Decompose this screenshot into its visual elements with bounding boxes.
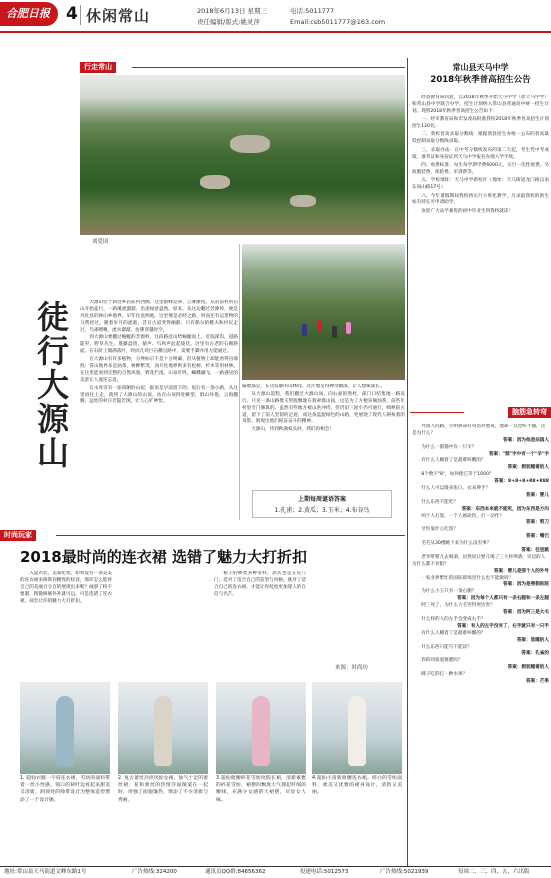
footer-ad-phone: 广告热线:5021939: [380, 869, 429, 875]
riddle-question: 8个数字"8"，如何使它等于1000？: [421, 472, 494, 478]
paragraph: 欢迎广大品学兼优的初中毕业生到我校就读！: [421, 208, 514, 214]
riddle-answer: 答案：往里跳: [521, 548, 549, 554]
paragraph: 三、录取办法：在中考分数线发布的第二天起，考生凭中考成绩、准考证和身份证到天马中学报名办理入学手续。: [412, 147, 549, 160]
column-divider-red: [407, 58, 408, 866]
issue-date: 2018年6月13日 星期三: [197, 7, 268, 15]
riddle-answer: 答案：因为每个人都只有一条右腿和一条左腿: [457, 596, 549, 602]
dress-figure: [348, 696, 366, 766]
newspaper-logo: 合肥日报: [0, 2, 58, 26]
riddle-answer: 答案：因为阿三是大毛: [503, 610, 549, 616]
header-phone: 电话:5011777: [290, 7, 335, 15]
riddle-answer: 答案："群"字中有一个"羊"字: [488, 451, 549, 457]
riddle-question: 什么东西只能写不能读？: [421, 644, 472, 650]
page-header: [0, 0, 551, 34]
riddle-answer: 答案：剪刀: [526, 520, 549, 526]
riddle-answer: 答案：有人的左手没有了，右手就只有一只手: [457, 623, 549, 629]
feature-headline: 徒行大源山: [32, 300, 70, 470]
footer-address: 地址:常山县天马街道文峰东路1号: [4, 869, 87, 875]
quiz-answer-box: [252, 490, 392, 518]
tag-label: 时尚玩家: [0, 530, 36, 541]
riddle-answer: 答案：嘴巴: [526, 534, 549, 540]
dress-caption-1: 1. 超仙衣服一字肩连衣裙，雪纺的面料带着一丝小性感，领口的荷叶边看起来甜美又清新，洞颈处的帅带设计为整体造型增添了一个设计感。: [20, 776, 110, 803]
rock-outcrop: [290, 195, 316, 207]
header-divider: [80, 5, 81, 25]
tag-rule: [410, 412, 464, 413]
header-email: Email:csb5011777@163.com: [290, 18, 386, 26]
tag-label: 行走常山: [80, 62, 116, 73]
paragraph: 经县教育局同意，自2018年秋季开始天马中学（原天马中学）和常山县中学联合办学，招生计划纳入常山县普通高中统一招生计划。现将2018年秋季普高招生公告如下：: [412, 95, 549, 114]
riddle-question: 外国人问路，小明拼命有英语对他说，他却一点也听不懂，这是为什么？: [412, 424, 546, 436]
rock-outcrop: [230, 135, 270, 153]
fashion-source: 来源：时尚坊: [335, 665, 369, 671]
dress-photo-2: [118, 682, 208, 774]
paragraph: 从大源山返程，我们翻过大源山岗，向右面的然村，部门口结集地一路返行。只见一条山路像玉带般飘逸在翡翠群山间，这是为了方便采摘油茶，前些年村里专门修筑的。虽然有些地方被山洪冲垮，但仍旧三轮车仍可通行，崎岖的古道，留下了前人坚韧的足迹，而这条盘旋绿色的山路，更展现了现代人朝执着的身影，展现出他们振奋奋斗的精神。: [242, 391, 405, 425]
riddle-question: 阿三死了，为什么大毛哭得更厉害？: [421, 603, 495, 609]
dress-caption-4: 4.超仙小清新收腰连衣裙。碎白的雪纺面料，柔美又优雅的裙身设计，清新又美丽。: [312, 776, 402, 796]
tag-label: 脑筋急转弯: [508, 407, 551, 418]
riddle-question: 两个人打架，一个人被砍伤，打一动作？: [421, 513, 504, 519]
riddle-answer: 答案：婴儿是那个人的外号: [493, 568, 549, 574]
riddle-question: 毛毛从30楼跳下来为什么没有事？: [421, 541, 492, 547]
riddle-question: 为什么一群猫中有一只羊？: [421, 444, 477, 450]
paragraph: 四、收费标准：每生每学期学费6000元，实行一次性收费。另收服装费、保险费、军训费等。: [412, 163, 549, 175]
photo-credit: 刘爱国: [92, 239, 109, 245]
dress-figure: [252, 696, 270, 766]
dress-figure: [56, 696, 74, 766]
riddle-answer: 答案：装睡的人: [516, 637, 549, 643]
riddle-question: 眯子吃的打一种水果？: [421, 672, 468, 678]
school-name: 常山县天马中学: [452, 63, 509, 72]
header-rule: [0, 31, 551, 33]
footer-schedule: 每周二、三、四、五、六出版: [458, 869, 530, 875]
riddle-answer: 答案：孔雀的: [521, 651, 549, 657]
rock-outcrop: [200, 175, 230, 189]
paragraph: 在水库旁有一座简陋的山屋，据说是早前留下的。屋后有一条小路，从这里再往上走，就到了大源山的山顶。站在山顶四处眺望，群山环抱，云海翻腾，远处的村庄若隐若现，让人心旷神怡。: [80, 385, 238, 405]
riddle-answer: 答案：因为是寒假医院: [503, 582, 549, 588]
paragraph: 一、经市教育局和市发改局批准我校2018年秋季普高招生计划招生120名。: [412, 117, 549, 130]
mountain-photo: [80, 75, 405, 235]
dress-figure: [154, 696, 172, 766]
riddle-question: 有什么人睡着了是最难叫醒的？: [421, 630, 486, 636]
column-divider-grey: [239, 244, 240, 520]
fashion-intro-1: 入夏衣装，美靠化妆，如果没有一条美美的连衣裙来修饰你精致的妆容，那你怎么能将自己的美丽百分百的展现出来呢？画册了校不要紧，稍微修修补补就可以，可是选错了连衣裙，却会让你的魅力大打折扣。: [20, 571, 112, 604]
dress-caption-2: 2. 复古蕾丝冷淡风仙女裙，仙气十足的蕾丝裙，花和蕾丝的热情洋溢图案在一起时，用强了面貌廉热，增添了不少清新与秀丽。: [118, 776, 208, 803]
riddle-question: 一家业界繁忙的国际即场里什么也不能做吗？: [421, 575, 514, 581]
quiz-title: 上期每周谜语答案: [297, 496, 346, 503]
school-notice-title: 2018年秋季普高招生公告: [430, 75, 531, 85]
section-tag-fashion: [0, 530, 405, 539]
riddle-answer: 答案：8+8+8+88+888: [494, 479, 549, 485]
riddle-question: 什么人可以毁来张口，衣来伸手？: [421, 486, 491, 492]
dress-photo-1: [20, 682, 110, 774]
hiker-figure: [332, 326, 337, 338]
riddle-question: 什么东西不能吃？: [421, 499, 458, 505]
fashion-intro-4: [310, 571, 402, 661]
footer-news-phone: 投递电话:5012573: [300, 869, 349, 875]
feature-column-2: [242, 384, 405, 484]
riddle-question: 牙医靠什么吃饭？: [421, 527, 458, 533]
footer-qq: 通讯员QQ群:84656362: [205, 869, 266, 875]
dress-photo-4: [312, 682, 402, 774]
fashion-intro-2: [116, 571, 208, 681]
paragraph: 二、我校普高录取分数线：根据我县招生办统一公布的普高最低控制录取分数线录取。: [412, 132, 549, 145]
hikers-photo: [242, 244, 405, 380]
page-number: 4: [66, 4, 78, 24]
riddle-answer: 答案：东西本来就不能吃，因为东西是方向: [461, 506, 549, 512]
paragraph: 大源山位于新昌乡岩前村西侧。这里群峰竞翠，云雾缭绕，从岩前村的后山开始徒行，一路溪流潺潺，沿途绿意盎然。原来，从这边翻过芳源岭，便是丹化县的林山乡地界。早年往返两地，这里便是必经之路，时而还有运货物的马帮经过。随着岁月的流逝，昔日古道变得幽静，只有偶尔的樵夫和村民走过，鸟雀啁啾，流水潺潺，仿佛穿越时空。: [80, 300, 238, 333]
section-title: 休闲常山: [86, 7, 151, 25]
editor-credit: 责任编辑/版式:姚灵萍: [197, 18, 260, 26]
hiker-figure: [302, 324, 307, 336]
page-footer: [0, 866, 551, 878]
riddle-answer: 答案：假装睡着的人: [507, 665, 549, 671]
riddle-answer: 答案：芒果: [526, 678, 549, 684]
riddle-answer: 答案：假装睡着的人: [507, 465, 549, 471]
paragraph: 五、学校地址：天马中学新校区（地址：天马街道龙门路以南东岗山路17号）: [412, 178, 549, 191]
quiz-answers: 1.孔雀；2.黄瓜；3.玉米；4.布谷鸟: [274, 507, 370, 514]
paragraph: 在大源山有许多植物，分界标示不是十分明确，但从植物上却能看得出端倪：常山地界多是油茶、树种繁茂，而开化地界则多有松树、杉木等用材林。在这里能看到完整的自然风貌，野花烂漫，山泉叮咚，蝴蝶翩飞，一路遇见的美景让人流连忘返。: [80, 357, 238, 383]
paragraph: 大源山，待到秋满枝头时，我们再相会！: [251, 427, 334, 433]
tag-rule: [56, 535, 405, 536]
riddle-question: 你的同谁爱挑肥吗？: [421, 658, 463, 664]
riddle-question: 有什么人睡着了是最难叫醒的？: [421, 458, 486, 464]
fashion-intro-3: 裙子的种类多种多样，款式也是五花八门，选对了适合自己的造型与风格，挑对了适合自己的连衣裙，才能让你绽放更加迷人的自信与光芒。: [214, 571, 306, 597]
paragraph: 六、今年暑假期间我校将实行小班化教学，凡录取我校的新生如有特长可申请助学。: [412, 193, 549, 206]
feature-column-1: [80, 300, 238, 520]
fashion-headline: 2018最时尚的连衣裙 选错了魅力大打折扣: [20, 548, 307, 566]
dress-photo-3: [216, 682, 306, 774]
paragraph: 遍地都是，在这寂静的山林间，这片地呈得神奇幽深，让人想味深长。: [242, 384, 385, 389]
riddle-question: 为什么小王只有一条右腿？: [421, 589, 477, 595]
riddle-answer: 答案：因为他是法国人: [503, 437, 549, 443]
school-notice-body: [412, 95, 549, 405]
hiker-figure: [346, 322, 351, 334]
riddle-list: [412, 424, 549, 864]
dress-caption-3: 3.超仙收腰碎花雪纺度假长裙，清新素雅的碎花雪纺，裙摆的飘逸大气撑起纤细的腰线，充满少女感的大裙摆，尽显女人味。: [216, 776, 306, 803]
section-tag-riddles: [410, 407, 551, 416]
section-tag-walk: [80, 62, 405, 71]
paragraph: 到大源山要翻过蜿蜒的芳源岭，这段路沿山势蜿蜒而上，近临深沟，道路陡窄，野草丛生，蔓藤盘绕，猿声、鸟鸣声此起彼伏。这里有古老的石砌路面，在石阶上铺满落叶，时而几块巨石横亘路中，需要手脚并用方能通过。: [80, 335, 238, 355]
riddle-question: 老李带婴儿去喝酒，居然说让婴儿喝了三大杯啤酒，旁边的人为什么都不劝阻？: [412, 554, 546, 567]
hiker-figure: [317, 320, 322, 332]
footer-advert: 广告热线:324200: [132, 869, 177, 875]
tag-rule: [132, 67, 405, 68]
riddle-question: 什么样的人的左手会变成右手？: [421, 616, 486, 622]
riddle-answer: 答案：婴儿: [526, 492, 549, 498]
